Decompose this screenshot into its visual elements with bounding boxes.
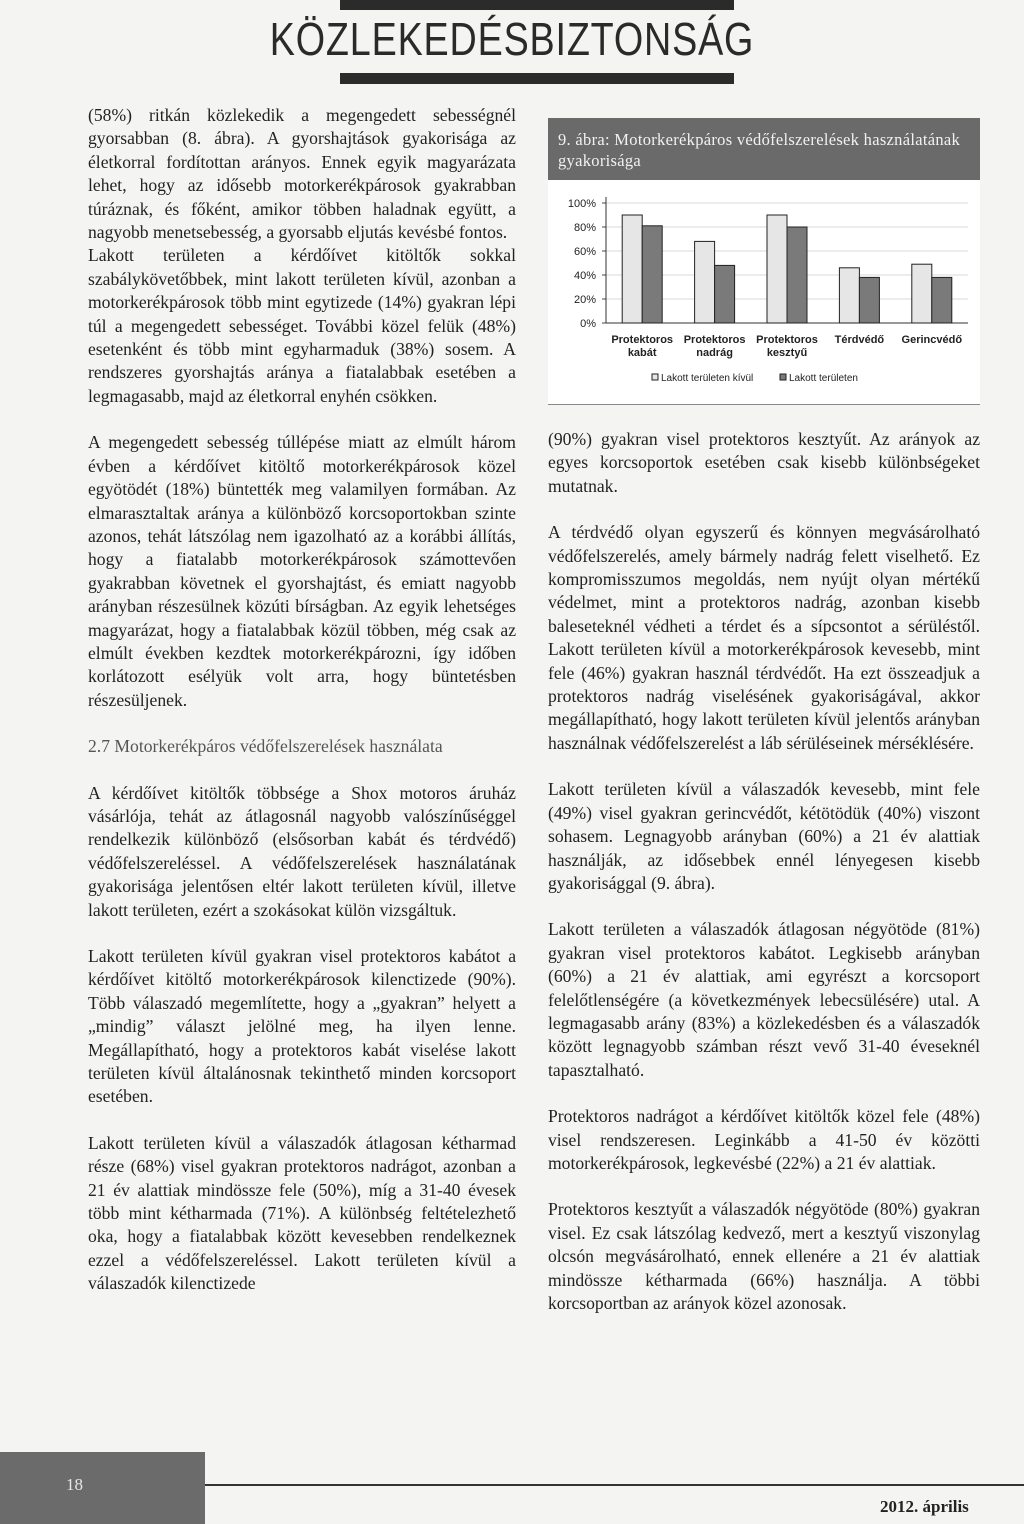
figure-title: 9. ábra: Motorkerékpáros védőfelszerelések használatának gyakorisága bbox=[548, 118, 980, 180]
y-tick-label: 80% bbox=[573, 222, 596, 234]
bar bbox=[859, 277, 879, 323]
paragraph: Lakott területen a kérdőívet kitöltők sokkal szabálykövetőbbek, mint lakott területen kívül, azonban a motorkerékpárosok több mint egytizede (14%) gyakran lépi túl a megengedett sebességet. További közel felük (48%) esetenként és több mint egyharmaduk (38%) sosem. A rendszeres gyorshajtás aránya a fiatalabbak esetében a legmagasabb, majd az életkorral enyhén csökken. bbox=[88, 245, 516, 406]
category-label: Térdvédő bbox=[834, 334, 885, 346]
legend-label: Lakott területen bbox=[789, 373, 858, 384]
paragraph: Protektoros nadrágot a kérdőívet kitöltők közel fele (48%) visel rendszeresen. Leginkább a 41-50 év közötti motorkerékpárosok, legkevésbé (22%) a 21 év alattiak. bbox=[548, 1106, 980, 1173]
bar bbox=[695, 241, 715, 323]
footer-rule bbox=[205, 1484, 1024, 1486]
right-column bbox=[548, 428, 980, 1338]
bar bbox=[787, 227, 807, 323]
y-tick-label: 20% bbox=[573, 294, 596, 306]
bar bbox=[622, 215, 642, 323]
category-label: Gerincvédő bbox=[901, 334, 963, 346]
category-label: kesztyű bbox=[766, 347, 808, 359]
category-label: Protektoros bbox=[683, 334, 746, 346]
category-label: kabát bbox=[627, 347, 657, 359]
bar-chart bbox=[548, 180, 980, 404]
bar bbox=[642, 226, 662, 323]
page-number: 18 bbox=[66, 1475, 83, 1494]
bar bbox=[912, 264, 932, 323]
figure-9 bbox=[548, 118, 980, 404]
y-tick-label: 0% bbox=[580, 318, 596, 330]
legend-swatch bbox=[652, 374, 658, 380]
bar bbox=[767, 215, 787, 323]
left-column bbox=[88, 104, 516, 1319]
paragraph: (90%) gyakran visel protektoros kesztyűt. Az arányok az egyes korcsoportok esetében csak kisebb különbségeket mutatnak. bbox=[548, 429, 980, 496]
paragraph: Lakott területen kívül gyakran visel protektoros kabátot a kérdőívet kitöltő motorkerékpárosok kilenctizede (90%). Több válaszadó megemlítette, hogy a „gyakran” helyett a „mindig” választ jelölné meg, ha ilyen lenne. Megállapítható, hogy a protektoros kabát viselése lakott területen kívül általánosnak tekinthető minden korcsoport esetében. bbox=[88, 946, 516, 1107]
bar bbox=[715, 265, 735, 323]
category-label: Protektoros bbox=[756, 334, 818, 346]
section-heading: 2.7 Motorkerékpáros védőfelszerelések használata bbox=[88, 736, 443, 757]
paragraph: Lakott területen kívül a válaszadók átlagosan kétharmad része (68%) visel gyakran protektoros nadrágot, azonban a 21 év alattiak mindössze fele (50%), míg a 31-40 évesek több mint kétharmada (71%). A különbség feltételezhető oka, hogy a fiatalabbak között kevesebben rendelkeznek ezzel a védőfelszereléssel. Lakott területen kívül a válaszadók kilenctizede bbox=[88, 1132, 516, 1294]
paragraph: (58%) ritkán közlekedik a megengedett sebességnél gyorsabban (8. ábra). A gyorshajtások gyakorisága az életkorral fordítottan arányos. Ennek egyik magyarázata lehet, hogy az idősebb motorkerékpárosok gyakrabban túráznak, és főként, amikor többen haladnak együtt, a nagyobb menetsebesség, a gyorsabb eljutás kevésbé fontos. bbox=[88, 105, 516, 243]
category-label: Protektoros bbox=[611, 334, 674, 346]
issue-date: 2012. április bbox=[880, 1497, 969, 1516]
legend-label: Lakott területen kívül bbox=[661, 373, 754, 384]
section-header-title: KÖZLEKEDÉSBIZTONSÁG bbox=[269, 13, 755, 65]
figure-bottom-rule bbox=[548, 404, 980, 405]
paragraph: Protektoros kesztyűt a válaszadók négyötöde (80%) gyakran visel. Ez csak látszólag kedvező, mert a kesztyű viszonylag olcsón megvásárolható, ennek ellenére a 21 év alattiak mindössze kétharmada (66%) használja. A többi korcsoportban az arányok közel azonosak. bbox=[548, 1199, 980, 1313]
paragraph: Lakott területen a válaszadók átlagosan négyötöde (81%) gyakran visel protektoros kabátot. Legkisebb arányban (60%) a 21 év alattiak, ami egyrészt a korcsoport felelőtlenségére (a következmények lebecsülésére) utal. A legmagasabb arány (83%) a közlekedésben és a válaszadók között legnagyobb számban részt vevő 31-40 éveseknél tapasztalható. bbox=[548, 919, 980, 1080]
header-bar-bottom bbox=[340, 73, 734, 84]
y-tick-label: 40% bbox=[573, 270, 596, 282]
paragraph: A térdvédő olyan egyszerű és könnyen megvásárolható védőfelszerelés, amely bármely nadrág felett viselhető. Ez kompromisszumos megoldás, nem nyújt olyan mértékű védelmet, mint a protektoros nadrág, azonban kisebb baleseteknél védheti a térdet és a sípcsontot a sérüléstől. Lakott területen kívül a motorkerékpárosok kevesebb, mint fele (46%) gyakran használ térdvédőt. Ha ezt összeadjuk a protektoros nadrág viselésének gyakoriságával, akkor megállapítható, hogy lakott területen kívül jelentős arányban használnak védőfelszerelést a láb sérüléseinek mérséklésére. bbox=[548, 522, 980, 753]
paragraph: A megengedett sebesség túllépése miatt az elmúlt három évben a kérdőívet kitöltő motorkerékpárosok közel egyötödét (18%) büntették meg valamilyen formában. Az elmarasztaltak aránya a különböző korcsoportokban szinte azonos, tehát látszólag nem igazolható az a korábbi állítás, hogy a fiatalabb motorkerékpárosok számottevően gyakrabban követnek el gyorshajtást, és emiatt nagyobb arányban részesülnek közúti bírságban. Az egyik lehetséges magyarázat, hogy a fiatalabbak közül többen, még csak az elmúlt években kezdtek motorkerékpározni, így időben korlátozott esélyük volt arra, hogy büntetésben részesüljenek. bbox=[88, 432, 516, 710]
footer-page-box bbox=[0, 1452, 205, 1524]
bar bbox=[932, 277, 952, 323]
category-label: nadrág bbox=[696, 347, 733, 359]
y-tick-label: 100% bbox=[567, 198, 596, 210]
legend-swatch bbox=[780, 374, 786, 380]
paragraph: Lakott területen kívül a válaszadók kevesebb, mint fele (49%) visel gyakran gerincvédőt, kétötödük (40%) viszont sohasem. Legnagyobb arányban (60%) a 21 év alattiak használják, az idősebbek ennél lényegesen kisebb gyakorisággal (9. ábra). bbox=[548, 779, 980, 893]
header-bar-top bbox=[340, 0, 734, 10]
paragraph: A kérdőívet kitöltők többsége a Shox motoros áruház vásárlója, tehát az átlagosnál nagyobb valószínűséggel rendelkezik különböző (elsősorban kabát és térdvédő) védőfelszereléssel. A védőfelszerelések használatának gyakorisága jelentősen eltér lakott területen kívül, illetve lakott területen, ezért a szokásokat külön vizsgáltuk. bbox=[88, 782, 516, 920]
bar bbox=[839, 268, 859, 323]
y-tick-label: 60% bbox=[573, 246, 596, 258]
